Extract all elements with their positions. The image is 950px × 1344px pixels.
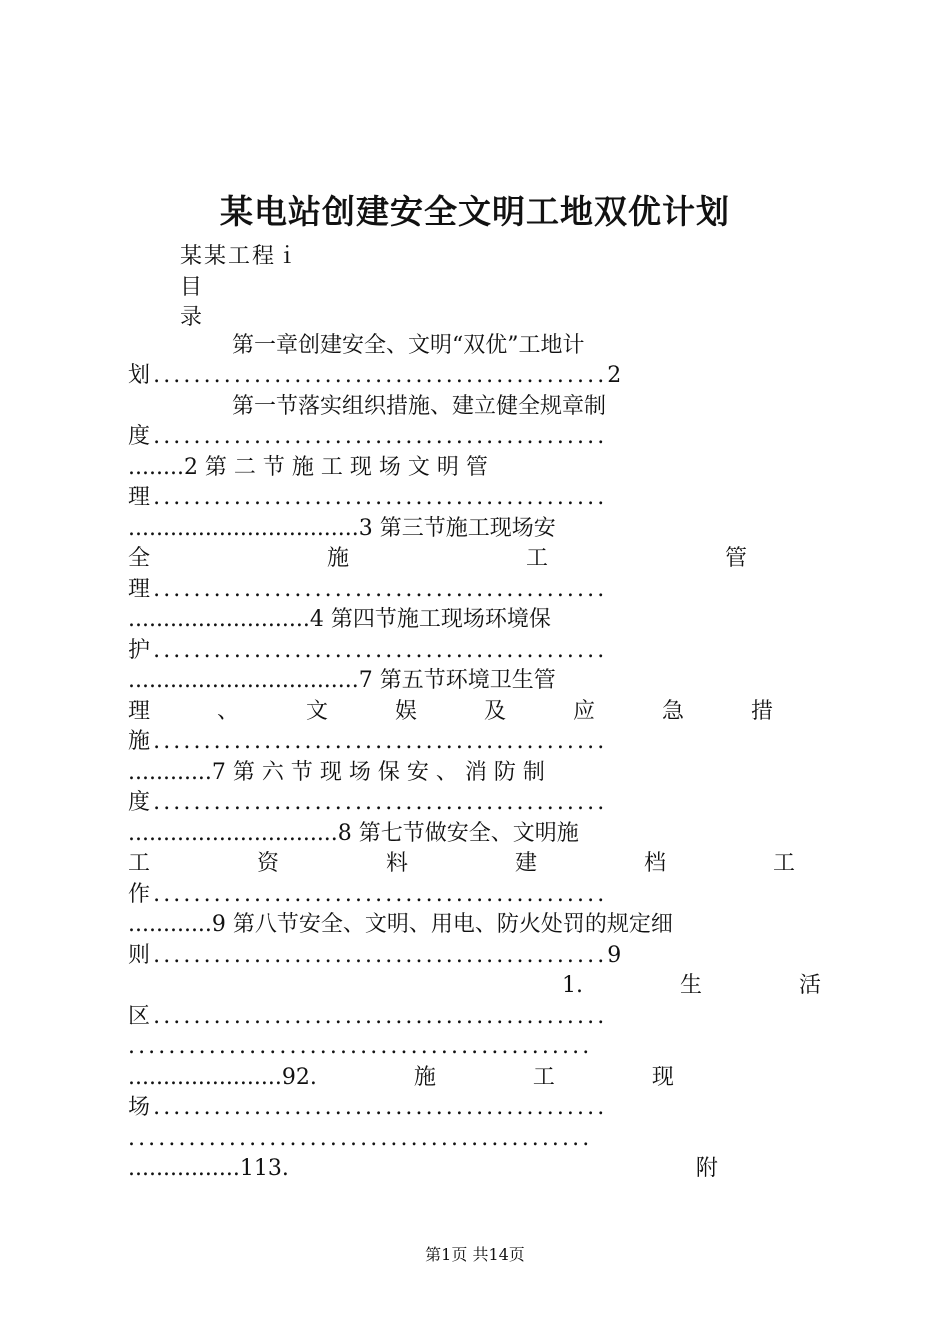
toc-heading-lu: 录 xyxy=(180,305,205,330)
toc-line: 理 、 文 娱 及 应 急 措 xyxy=(128,699,773,724)
toc-line: 场............................................. xyxy=(128,1095,608,1120)
toc-item-1: 1. 生 活 xyxy=(562,973,821,998)
toc-line: 全 施 工 管 xyxy=(128,546,747,571)
toc-line: 度............................................. xyxy=(128,790,608,815)
toc-line: 则.............................................9 xyxy=(128,943,625,968)
toc-line: 护............................................. xyxy=(128,638,608,663)
toc-heading-mu: 目 xyxy=(180,275,205,300)
toc-line: 施............................................. xyxy=(128,729,608,754)
toc-line: 理............................................. xyxy=(128,485,608,510)
toc-line: 工 资 料 建 档 工 xyxy=(128,851,795,876)
toc-line: .............................................. xyxy=(128,1034,593,1059)
toc-section-5: .................................7 第五节环境卫生管 xyxy=(128,668,556,693)
toc-section-3: .................................3 第三节施工现场安 xyxy=(128,516,556,541)
toc-line: 区............................................. xyxy=(128,1004,608,1029)
toc-line: .............................................. xyxy=(128,1126,593,1151)
toc-section-6: ............7 第 六 节 现 场 保 安 、 消 防 制 xyxy=(128,760,545,785)
toc-text: 第一章创建安全、文明“双优”工地计 xyxy=(232,333,585,358)
toc-line: 划.............................................2 xyxy=(128,363,625,388)
toc-line: 度............................................. xyxy=(128,424,608,449)
toc-line: 作............................................. xyxy=(128,882,608,907)
toc-item-3: ................113. 附 xyxy=(128,1156,718,1181)
project-name: 某某工程ｉ xyxy=(180,244,301,269)
document-title: 某电站创建安全文明工地双优计划 xyxy=(220,192,730,231)
toc-line: 理............................................. xyxy=(128,577,608,602)
toc-chapter-1 xyxy=(128,331,934,361)
toc-section-1: 第一节落实组织措施、建立健全规章制 xyxy=(232,394,607,419)
toc-section-8: ............9 第八节安全、文明、用电、防火处罚的规定细 xyxy=(128,912,673,937)
toc-section-7: ..............................8 第七节做安全、文明施 xyxy=(128,821,579,846)
page-footer: 第1页 共14页 xyxy=(425,1245,525,1264)
toc-section-4: ..........................4 第四节施工现场环境保 xyxy=(128,607,551,632)
toc-item-2: ......................92. 施 工 现 xyxy=(128,1065,674,1090)
toc-section-2: ........2 第 二 节 施 工 现 场 文 明 管 xyxy=(128,455,488,480)
